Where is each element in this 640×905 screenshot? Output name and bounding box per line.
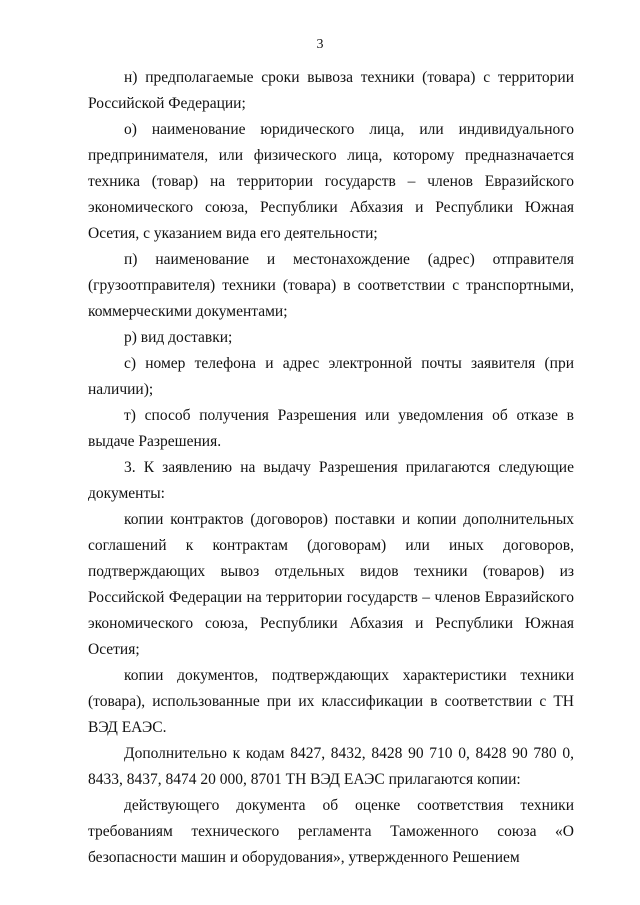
paragraph-p: п) наименование и местонахождение (адрес) отправителя (грузоотправителя) техники (товара) в соответствии с транспортными, коммерческими документами; [88,251,574,320]
paragraph-t: т) способ получения Разрешения или уведомления об отказе в выдаче Разрешения. [88,407,574,450]
paragraph-conformity-document: действующего документа об оценке соответствия техники требованиям технического регламента Таможенного союза «О безопасности машин и оборудования», утвержденного Решением [88,797,574,866]
paragraph-item-3: 3. К заявлению на выдачу Разрешения прилагаются следующие документы: [88,459,574,502]
paragraph-contract-copies: копии контрактов (договоров) поставки и копии дополнительных соглашений к контрактам (договорам) или иных договоров, подтверждающих вывоз отдельных видов техники (товаров) из Российской Федерации на территории государств – членов Евразийского экономического союза, Республики Абхазия и Республики Южная Осетия; [88,511,574,658]
paragraph-characteristics-copies: копии документов, подтверждающих характеристики техники (товара), использованные при их классификации в соответствии с ТН ВЭД ЕАЭС. [88,667,574,736]
paragraph-o: о) наименование юридического лица, или индивидуального предпринимателя, или физического лица, которому предназначается техника (товар) на территории государств – членов Евразийского экономического союза, Республики Абхазия и Республики Южная Осетия, с указанием вида его деятельности; [88,121,574,242]
paragraph-s: с) номер телефона и адрес электронной почты заявителя (при наличии); [88,355,574,398]
paragraph-r: р) вид доставки; [124,329,233,346]
page-number: 3 [316,37,324,52]
paragraph-additional-codes: Дополнительно к кодам 8427, 8432, 8428 90 710 0, 8428 90 780 0, 8433, 8437, 8474 20 000, 8701 ТН ВЭД ЕАЭС прилагаются копии: [88,745,574,788]
document-body [88,65,574,871]
paragraph-n: н) предполагаемые сроки вывоза техники (товара) с территории Российской Федерации; [88,69,574,112]
